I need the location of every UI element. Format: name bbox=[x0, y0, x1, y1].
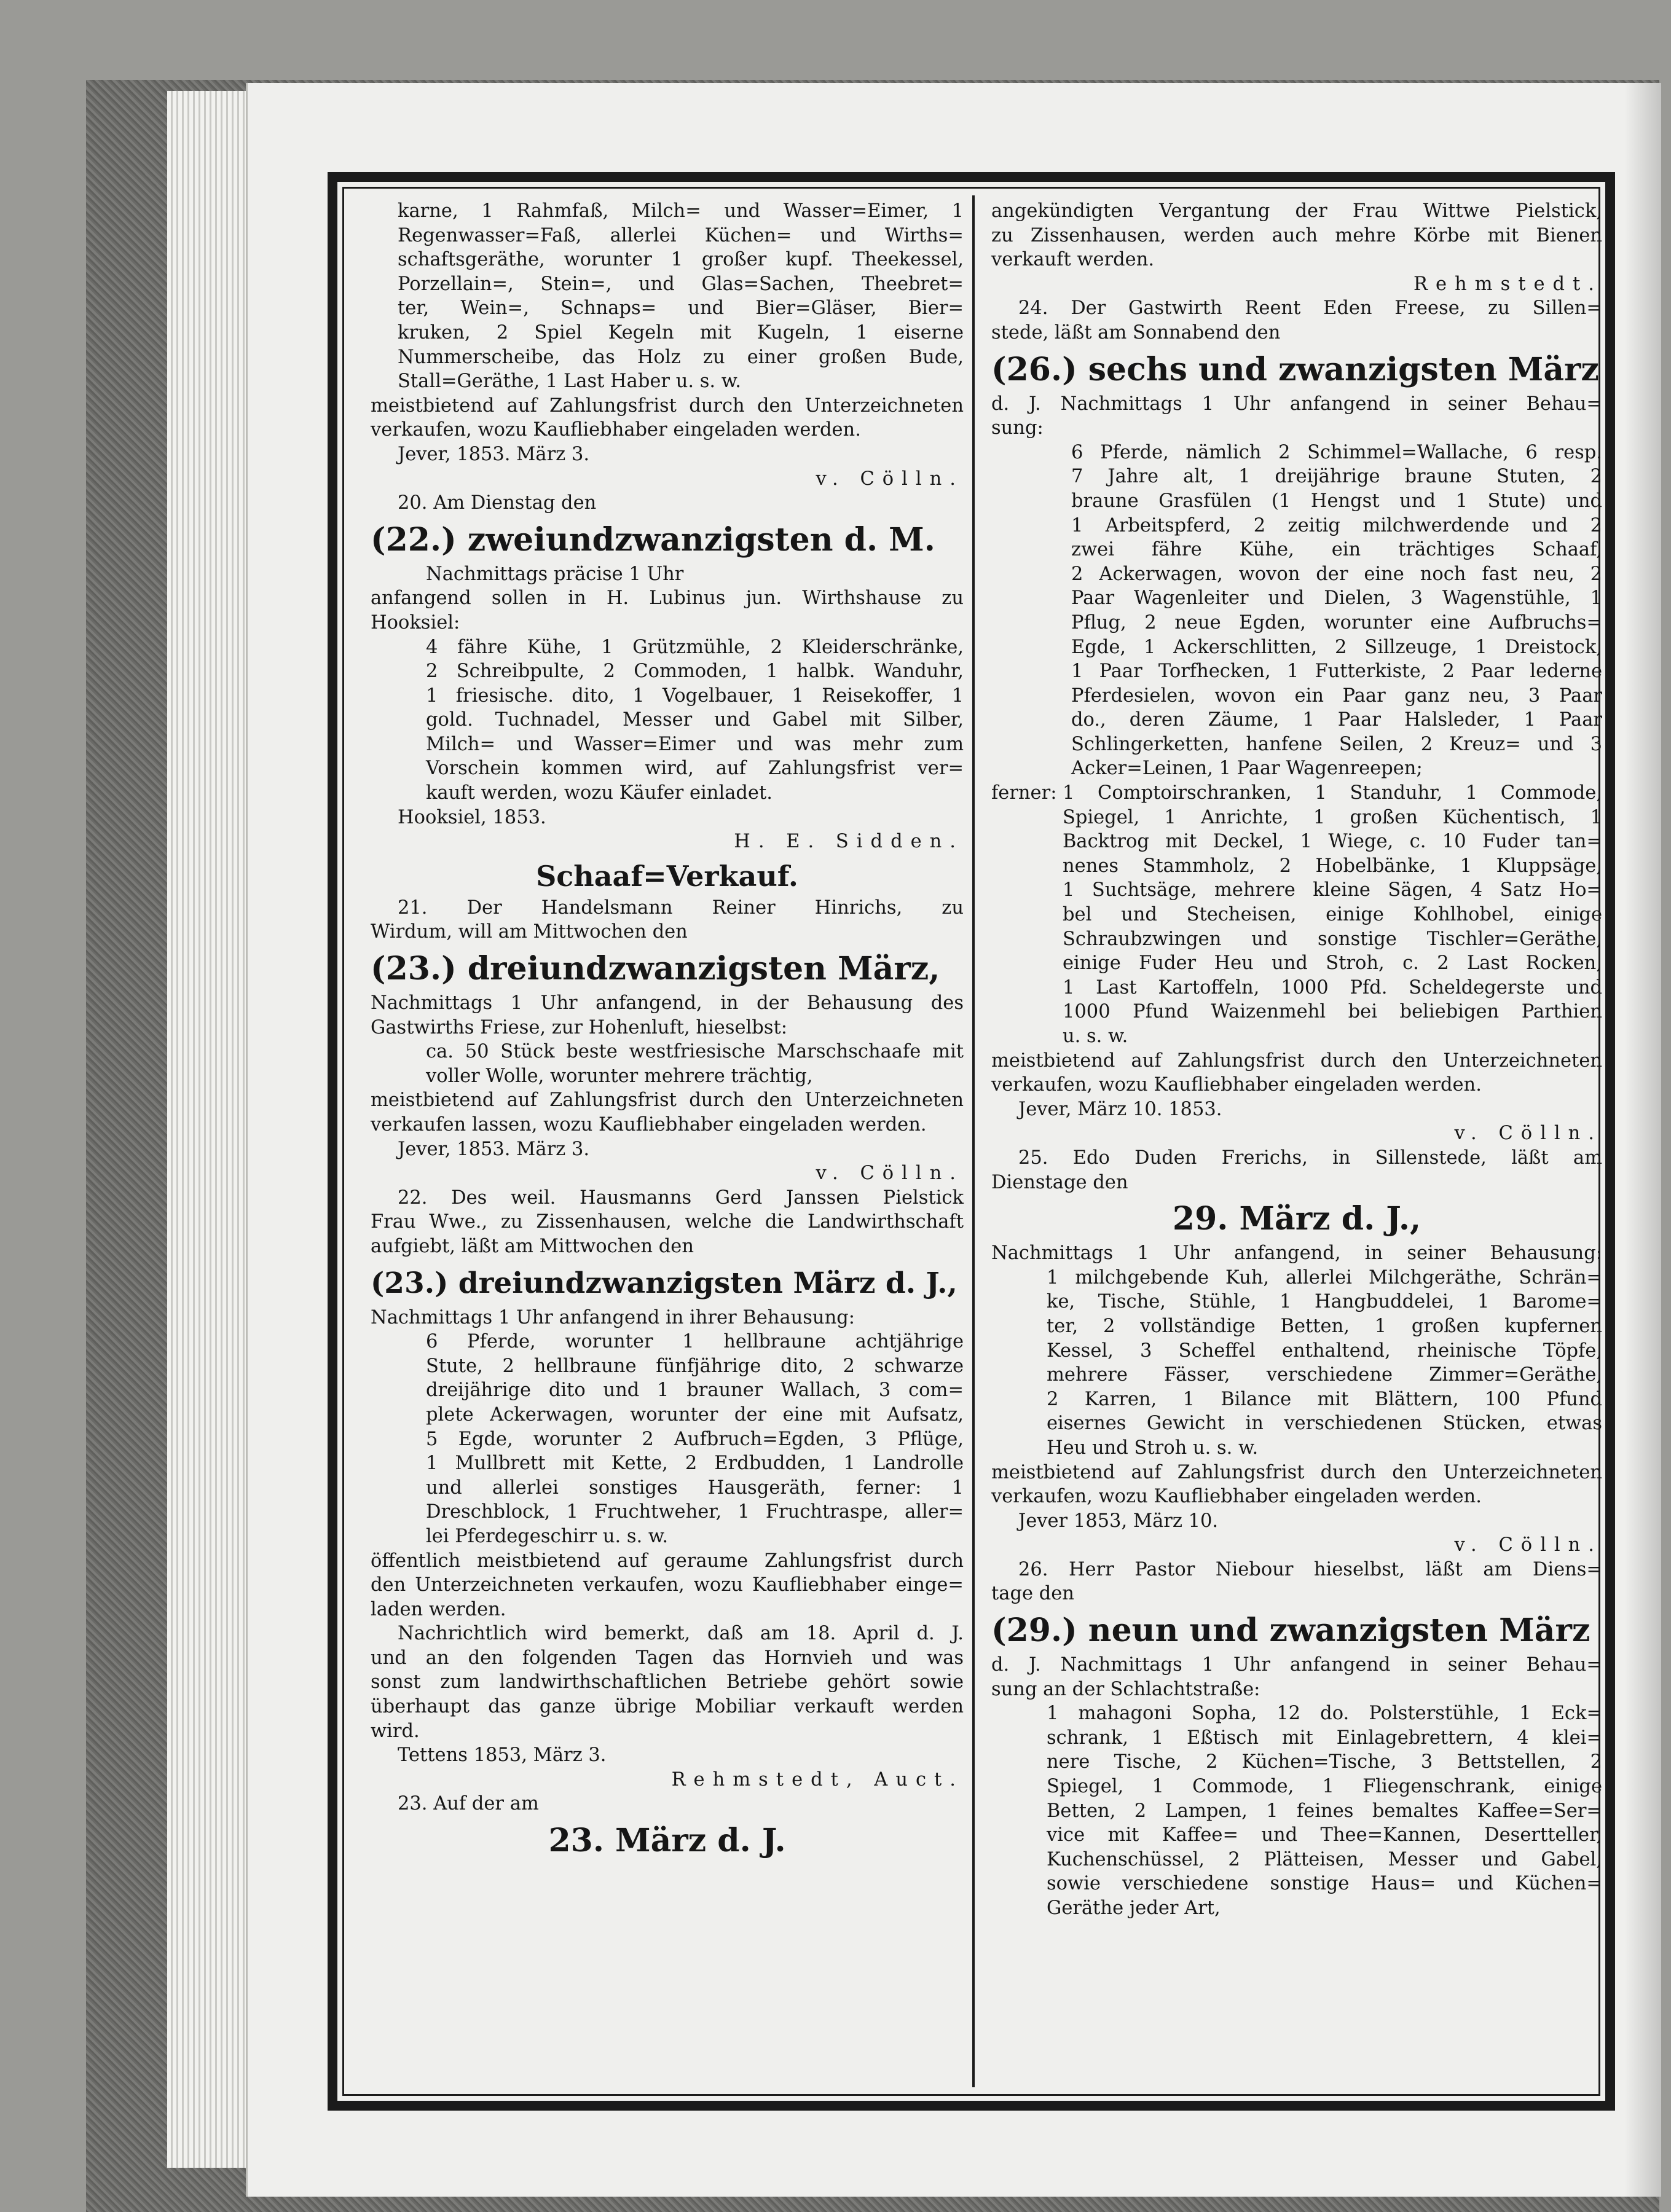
text-line: Frau Wwe., zu Zissenhausen, welche die Landwirthschaft bbox=[371, 1211, 964, 1233]
right-column bbox=[991, 199, 1602, 1921]
text-line: Dreschblock, 1 Fruchtweher, 1 Fruchtraspe, aller= bbox=[426, 1501, 964, 1523]
text-line: meistbietend auf Zahlungsfrist durch den Unterzeichneten bbox=[991, 1461, 1602, 1483]
text-line: wird. bbox=[371, 1720, 420, 1742]
date-line: Hooksiel, 1853. bbox=[398, 806, 546, 828]
text-line: Vorschein kommen wird, auf Zahlungsfrist ver= bbox=[426, 758, 964, 780]
text-line: angekündigten Vergantung der Frau Wittwe Pielstick, bbox=[991, 200, 1602, 222]
text-line: sung an der Schlachtstraße: bbox=[991, 1678, 1260, 1700]
text-line: do., deren Zäume, 1 Paar Halsleder, 1 Paar bbox=[1071, 709, 1602, 731]
text-line: Milch= und Wasser=Eimer und was mehr zum bbox=[426, 733, 964, 755]
signature: Rehmstedt. bbox=[1413, 273, 1602, 295]
date-line: Jever, 1853. März 3. bbox=[398, 443, 590, 465]
text-line: gold. Tuchnadel, Messer und Gabel mit Silber, bbox=[426, 709, 964, 731]
text-line: Heu und Stroh u. s. w. bbox=[1047, 1437, 1259, 1459]
date-headline: (23.) dreiundzwanzigsten März, bbox=[371, 950, 940, 988]
text-line: Nummerscheibe, das Holz zu einer großen Bude, bbox=[398, 346, 964, 368]
text-line: 6 Pferde, worunter 1 hellbraune achtjährige bbox=[426, 1331, 964, 1353]
text-line: Spiegel, 1 Anrichte, 1 großen Küchentisch, 1 bbox=[1063, 806, 1602, 828]
text-line: zwei fähre Kühe, ein trächtiges Schaaf, bbox=[1071, 539, 1602, 561]
signature: v. Cölln. bbox=[816, 468, 964, 490]
notice-number-21: 21. Der Handelsmann Reiner Hinrichs, zu bbox=[398, 896, 964, 919]
text-line: überhaupt das ganze übrige Mobiliar verkauft werden bbox=[371, 1696, 964, 1718]
text-line: Backtrog mit Deckel, 1 Wiege, c. 10 Fuder tan= bbox=[1063, 831, 1602, 853]
text-line: zu Zissenhausen, werden auch mehre Körbe mit Bienen bbox=[991, 224, 1602, 246]
text-line: Betten, 2 Lampen, 1 feines bemaltes Kaffee=Ser= bbox=[1047, 1800, 1602, 1822]
signature: v. Cölln. bbox=[1454, 1534, 1602, 1556]
text-line: schaftsgeräthe, worunter 1 großer kupf. Theekessel, bbox=[398, 249, 964, 271]
text-line: Egde, 1 Ackerschlitten, 2 Sillzeuge, 1 Dreistock, bbox=[1071, 636, 1602, 658]
notice-number-23: 23. Auf der am bbox=[398, 1793, 539, 1815]
text-line: 5 Egde, worunter 2 Aufbruch=Egden, 3 Pflüge, bbox=[426, 1428, 964, 1450]
text-line: Gastwirths Friese, zur Hohenluft, hieselbst: bbox=[371, 1016, 788, 1038]
page bbox=[246, 83, 1661, 2197]
text-line: kruken, 2 Spiel Kegeln mit Kugeln, 1 eiserne bbox=[398, 321, 964, 343]
date-headline: (29.) neun und zwanzigsten März bbox=[991, 1612, 1590, 1650]
text-line: karne, 1 Rahmfaß, Milch= und Wasser=Eimer, 1 bbox=[398, 200, 964, 222]
text-line: den Unterzeichneten verkaufen, wozu Kaufliebhaber einge= bbox=[371, 1574, 964, 1596]
text-line: meistbietend auf Zahlungsfrist durch den Unterzeichneten bbox=[991, 1049, 1602, 1072]
text-line: Stute, 2 hellbraune fünfjährige dito, 2 schwarze bbox=[426, 1355, 964, 1377]
column-divider bbox=[972, 195, 975, 2087]
text-line: Kuchenschüssel, 2 Plätteisen, Messer und Gabel, bbox=[1047, 1848, 1602, 1870]
page-gutter-shadow bbox=[1624, 83, 1661, 2197]
text-line: verkaufen, wozu Kaufliebhaber eingeladen werden. bbox=[991, 1074, 1482, 1096]
page-edges bbox=[167, 91, 253, 2168]
text-line: braune Grasfülen (1 Hengst und 1 Stute) und bbox=[1071, 490, 1602, 512]
text-line: Nachmittags 1 Uhr anfangend in ihrer Behausung: bbox=[371, 1306, 855, 1328]
text-line: ter, Wein=, Schnaps= und Bier=Gläser, Bier= bbox=[398, 297, 964, 320]
text-line: 6 Pferde, nämlich 2 Schimmel=Wallache, 6 resp. bbox=[1071, 441, 1602, 463]
text-line: und an den folgenden Tagen das Hornvieh und was bbox=[371, 1647, 964, 1669]
ferner-label: ferner: bbox=[991, 782, 1057, 804]
text-line: dreijährige dito und 1 brauner Wallach, 3 com= bbox=[426, 1379, 964, 1402]
text-line: d. J. Nachmittags 1 Uhr anfangend in seiner Behau= bbox=[991, 1654, 1602, 1676]
signature: v. Cölln. bbox=[1454, 1123, 1602, 1145]
text-line: Geräthe jeder Art, bbox=[1047, 1897, 1221, 1919]
text-line: d. J. Nachmittags 1 Uhr anfangend in seiner Behau= bbox=[991, 393, 1602, 415]
text-line: bel und Stecheisen, einige Kohlhobel, einige bbox=[1063, 904, 1602, 926]
date-headline: 23. März d. J. bbox=[548, 1822, 786, 1860]
text-line: 1 Last Kartoffeln, 1000 Pfd. Scheldegerste und bbox=[1063, 976, 1602, 998]
text-line: Porzellain=, Stein=, und Glas=Sachen, Theebret= bbox=[398, 273, 964, 295]
text-line: 2 Karren, 1 Bilance mit Blättern, 100 Pfund bbox=[1047, 1388, 1602, 1410]
text-line: 2 Schreibpulte, 2 Commoden, 1 halbk. Wanduhr, bbox=[426, 661, 964, 683]
text-line: u. s. w. bbox=[1063, 1026, 1128, 1047]
text-line: plete Ackerwagen, worunter der eine mit Aufsatz, bbox=[426, 1403, 964, 1426]
text-line: Nachmittags präcise 1 Uhr bbox=[426, 563, 684, 585]
text-line: 1 Mullbrett mit Kette, 2 Erdbudden, 1 Landrolle bbox=[426, 1453, 964, 1475]
section-heading: Schaaf=Verkauf. bbox=[536, 859, 798, 893]
text-line: Stall=Geräthe, 1 Last Haber u. s. w. bbox=[398, 371, 741, 393]
text-line: vice mit Kaffee= und Thee=Kannen, Desertteller, bbox=[1047, 1824, 1602, 1846]
text-line: 7 Jahre alt, 1 dreijährige braune Stuten, 2 bbox=[1071, 466, 1602, 488]
text-line: nere Tische, 2 Küchen=Tische, 3 Bettstellen, 2 bbox=[1047, 1751, 1602, 1773]
text-line: Pflug, 2 neue Egden, worunter eine Aufbruchs= bbox=[1071, 611, 1602, 633]
notice-number-22: 22. Des weil. Hausmanns Gerd Janssen Pielstick bbox=[398, 1186, 964, 1209]
text-line: lei Pferdegeschirr u. s. w. bbox=[426, 1525, 669, 1547]
text-line: Schlingerketten, hanfene Seilen, 2 Kreuz= und 3 bbox=[1071, 733, 1602, 755]
date-line: Jever, März 10. 1853. bbox=[1018, 1098, 1222, 1120]
signature: Rehmstedt, Auct. bbox=[671, 1768, 964, 1790]
signature: v. Cölln. bbox=[816, 1163, 964, 1185]
date-headline: 29. März d. J., bbox=[1172, 1200, 1421, 1238]
text-line: ke, Tische, Stühle, 1 Hangbuddelei, 1 Barome= bbox=[1047, 1291, 1602, 1313]
text-line: ca. 50 Stück beste westfriesische Marschschaafe mit bbox=[426, 1041, 964, 1063]
text-line: 1 Suchtsäge, mehrere kleine Sägen, 4 Satz Ho= bbox=[1063, 879, 1602, 901]
text-line: meistbietend auf Zahlungsfrist durch den Unterzeichneten bbox=[371, 394, 964, 417]
text-line: Kessel, 3 Scheffel enthaltend, rheinische Töpfe, bbox=[1047, 1339, 1602, 1362]
text-line: verkauft werden. bbox=[991, 249, 1155, 271]
text-line: Paar Wagenleiter und Dielen, 3 Wagenstühle, 1 bbox=[1071, 587, 1602, 610]
text-line: sung: bbox=[991, 417, 1044, 439]
text-line: 1 Arbeitspferd, 2 zeitig milchwerdende und 2 bbox=[1071, 514, 1602, 536]
left-column bbox=[371, 199, 964, 1863]
text-line: Dienstage den bbox=[991, 1171, 1128, 1193]
date-headline: (22.) zweiundzwanzigsten d. M. bbox=[371, 520, 935, 559]
text-line: Hooksiel: bbox=[371, 611, 460, 633]
date-headline: (23.) dreiundzwanzigsten März d. J., bbox=[371, 1266, 957, 1300]
text-line: aufgiebt, läßt am Mittwochen den bbox=[371, 1235, 694, 1257]
text-line: Acker=Leinen, 1 Paar Wagenreepen; bbox=[1071, 758, 1423, 780]
text-line: Regenwasser=Faß, allerlei Küchen= und Wirths= bbox=[398, 224, 964, 246]
text-line: 1 Comptoirschranken, 1 Standuhr, 1 Commode, bbox=[1063, 782, 1602, 804]
text-line: Nachmittags 1 Uhr anfangend, in der Behausung des bbox=[371, 992, 964, 1014]
date-line: Jever, 1853. März 3. bbox=[398, 1138, 590, 1160]
text-line: Nachrichtlich wird bemerkt, daß am 18. April d. J. bbox=[398, 1623, 964, 1645]
notice-number-26: 26. Herr Pastor Niebour hieselbst, läßt am Diens= bbox=[1018, 1558, 1602, 1580]
black-border-frame bbox=[328, 172, 1615, 2111]
notice-number-20: 20. Am Dienstag den bbox=[398, 492, 597, 514]
text-line: laden werden. bbox=[371, 1598, 506, 1620]
text-line: 1 Paar Torfhecken, 1 Futterkiste, 2 Paar lederne bbox=[1071, 661, 1602, 683]
text-line: Nachmittags 1 Uhr anfangend, in seiner Behausung: bbox=[991, 1242, 1602, 1265]
signature: H. E. Sidden. bbox=[734, 831, 964, 853]
date-headline: (26.) sechs und zwanzigsten März bbox=[991, 350, 1599, 388]
text-line: 1 milchgebende Kuh, allerlei Milchgeräthe, Schrän= bbox=[1047, 1266, 1602, 1288]
text-line: 2 Ackerwagen, wovon der eine noch fast neu, 2 bbox=[1071, 563, 1602, 585]
text-line: kauft werden, wozu Käufer einladet. bbox=[426, 782, 773, 804]
text-line: Wirdum, will am Mittwochen den bbox=[371, 921, 688, 943]
text-line: 4 fähre Kühe, 1 Grützmühle, 2 Kleiderschränke, bbox=[426, 636, 964, 658]
text-line: anfangend sollen in H. Lubinus jun. Wirthshause zu bbox=[371, 587, 964, 610]
text-line: und allerlei sonstiges Hausgeräth, ferner: 1 bbox=[426, 1477, 964, 1499]
text-line: tage den bbox=[991, 1583, 1074, 1605]
text-line: voller Wolle, worunter mehrere trächtig, bbox=[426, 1065, 813, 1087]
text-line: schrank, 1 Eßtisch mit Einlagebrettern, 4 klei= bbox=[1047, 1727, 1602, 1749]
text-line: verkaufen lassen, wozu Kaufliebhaber eingeladen werden. bbox=[371, 1114, 927, 1135]
text-line: sowie verschiedene sonstige Haus= und Küchen= bbox=[1047, 1873, 1602, 1895]
text-line: Pferdesielen, wovon ein Paar ganz neu, 3 Paar bbox=[1071, 684, 1602, 707]
date-line: Tettens 1853, März 3. bbox=[398, 1744, 607, 1767]
text-line: verkaufen, wozu Kaufliebhaber eingeladen werden. bbox=[371, 419, 861, 441]
date-line: Jever 1853, März 10. bbox=[1018, 1510, 1219, 1532]
text-line: verkaufen, wozu Kaufliebhaber eingeladen werden. bbox=[991, 1486, 1482, 1508]
text-line: 1 friesische. dito, 1 Vogelbauer, 1 Reisekoffer, 1 bbox=[426, 684, 964, 707]
text-line: sonst zum landwirthschaftlichen Betriebe gehört sowie bbox=[371, 1671, 964, 1693]
text-line: stede, läßt am Sonnabend den bbox=[991, 321, 1281, 343]
text-line: ter, 2 vollständige Betten, 1 großen kupfernen bbox=[1047, 1315, 1602, 1337]
text-line: mehrere Fässer, verschiedene Zimmer=Geräthe, bbox=[1047, 1364, 1602, 1386]
notice-number-25: 25. Edo Duden Frerichs, in Sillenstede, läßt am bbox=[1018, 1147, 1602, 1169]
ferner-block bbox=[991, 781, 1602, 1049]
text-line: nenes Stammholz, 2 Hobelbänke, 1 Kluppsäge, bbox=[1063, 855, 1602, 877]
notice-number-24: 24. Der Gastwirth Reent Eden Freese, zu Sillen= bbox=[1018, 297, 1602, 320]
text-line: öffentlich meistbietend auf geraume Zahlungsfrist durch bbox=[371, 1550, 964, 1572]
text-line: einige Fuder Heu und Stroh, c. 2 Last Rocken, bbox=[1063, 952, 1602, 975]
text-line: Schraubzwingen und sonstige Tischler=Geräthe, bbox=[1063, 928, 1602, 950]
text-line: meistbietend auf Zahlungsfrist durch den Unterzeichneten bbox=[371, 1089, 964, 1112]
text-line: eisernes Gewicht in verschiedenen Stücken, etwas bbox=[1047, 1413, 1602, 1435]
text-line: Spiegel, 1 Commode, 1 Fliegenschrank, einige bbox=[1047, 1776, 1602, 1798]
text-line: 1 mahagoni Sopha, 12 do. Polsterstühle, 1 Eck= bbox=[1047, 1703, 1602, 1725]
text-line: 1000 Pfund Waizenmehl bei beliebigen Parthien bbox=[1063, 1001, 1602, 1023]
